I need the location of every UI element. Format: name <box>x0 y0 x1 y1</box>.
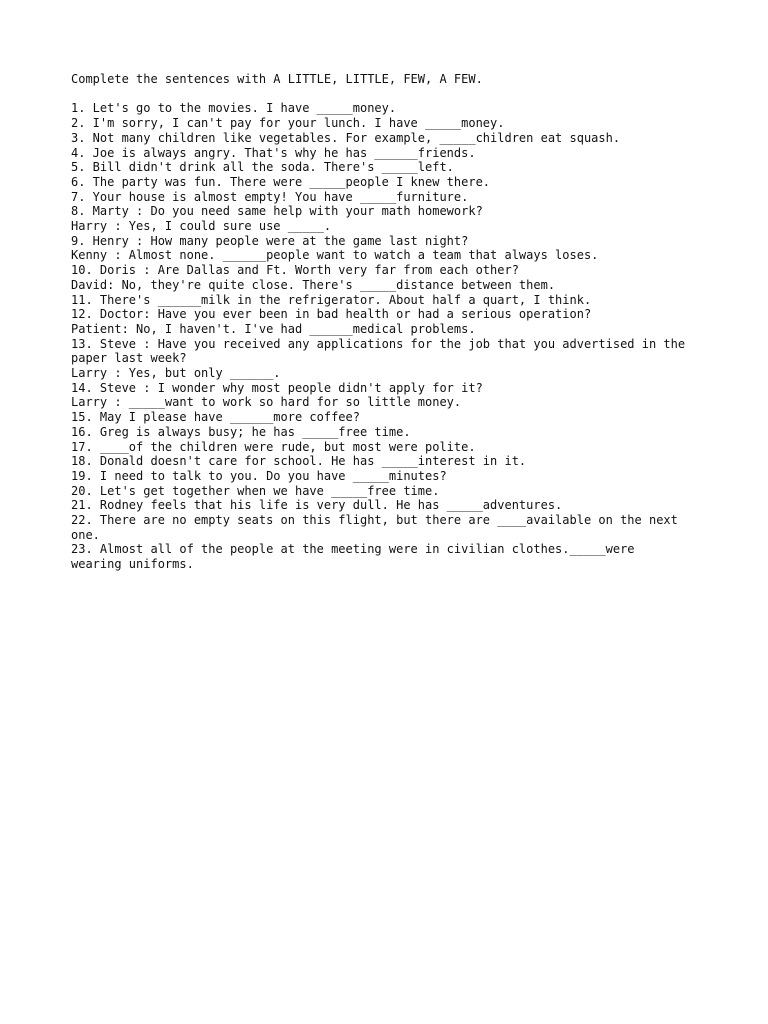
exercise-line: 22. There are no empty seats on this flight, but there are ____available on the next one. <box>71 513 686 542</box>
exercise-line: 1. Let's go to the movies. I have _____money. <box>71 101 397 116</box>
exercise-line: 15. May I please have ______more coffee? <box>71 410 360 425</box>
exercise-line: 7. Your house is almost empty! You have _____furniture. <box>71 189 469 204</box>
exercise-line: 10. Doris : Are Dallas and Ft. Worth very far from each other? <box>71 263 519 278</box>
worksheet-page <box>71 72 691 572</box>
exercise-line: 16. Greg is always busy; he has _____free time. <box>71 424 411 439</box>
exercise-line: 21. Rodney feels that his life is very dull. He has _____adventures. <box>71 498 563 513</box>
exercise-line: David: No, they're quite close. There's _____distance between them. <box>71 277 556 292</box>
exercise-line: 23. Almost all of the people at the meeting were in civilian clothes._____were wearing uniforms. <box>71 542 642 572</box>
exercise-line: Patient: No, I haven't. I've had ______medical problems. <box>71 321 476 336</box>
exercise-line: Harry : Yes, I could sure use _____. <box>71 219 332 234</box>
exercise-line: 2. I'm sorry, I can't pay for your lunch. I have _____money. <box>71 116 505 131</box>
exercise-line: 12. Doctor: Have you ever been in bad health or had a serious operation? <box>71 307 592 322</box>
exercise-line: 9. Henry : How many people were at the game last night? <box>71 233 469 248</box>
exercise-line: 6. The party was fun. There were _____people I knew there. <box>71 174 491 189</box>
exercise-line: Kenny : Almost none. ______people want to watch a team that always loses. <box>71 248 599 263</box>
exercise-line: 18. Donald doesn't care for school. He has _____interest in it. <box>71 454 527 469</box>
exercise-line: 14. Steve : I wonder why most people didn't apply for it? <box>71 380 483 395</box>
exercise-line: 3. Not many children like vegetables. For example, _____children eat squash. <box>71 130 621 145</box>
exercise-line: 19. I need to talk to you. Do you have _____minutes? <box>71 468 447 483</box>
exercise-line: 13. Steve : Have you received any applications for the job that you advertised in the paper last week? <box>71 336 693 366</box>
exercise-line: 11. There's ______milk in the refrigerator. About half a quart, I think. <box>71 292 592 307</box>
exercise-line: Larry : Yes, but only ______. <box>71 366 281 381</box>
exercise-list <box>71 101 691 572</box>
exercise-line: Larry : _____want to work so hard for so little money. <box>71 395 462 410</box>
instruction-text: Complete the sentences with A LITTLE, LITTLE, FEW, A FEW. <box>71 72 483 86</box>
exercise-line: 20. Let's get together when we have _____free time. <box>71 483 440 498</box>
exercise-line: 8. Marty : Do you need same help with your math homework? <box>71 204 483 219</box>
exercise-line: 4. Joe is always angry. That's why he has ______friends. <box>71 145 476 160</box>
exercise-line: 17. ____of the children were rude, but most were polite. <box>71 439 476 454</box>
exercise-line: 5. Bill didn't drink all the soda. There's _____left. <box>71 160 454 175</box>
